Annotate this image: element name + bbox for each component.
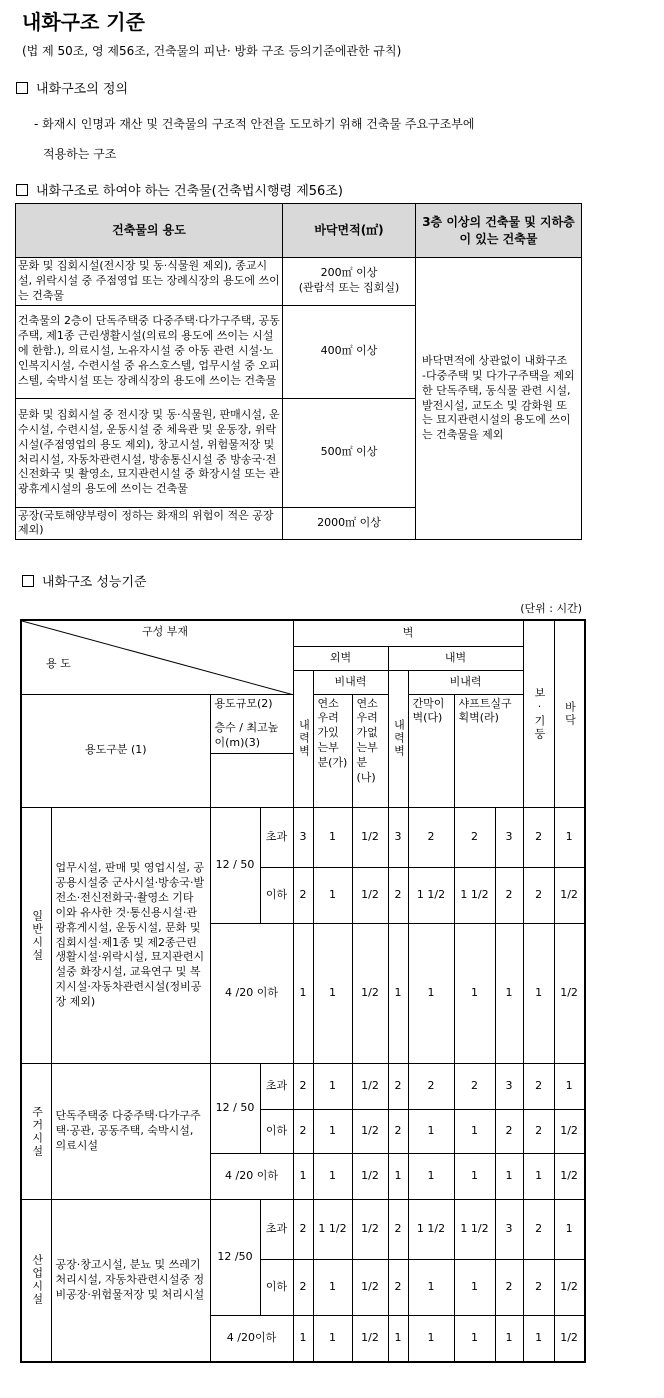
header-use: 건축물의 용도 xyxy=(16,204,283,258)
value-cell: 1 xyxy=(293,1154,313,1200)
value-cell: 2 xyxy=(408,808,454,868)
value-cell: 1/2 xyxy=(554,868,584,924)
value-cell: 1/2 xyxy=(352,1260,388,1316)
value-cell: 2 xyxy=(388,1110,408,1154)
header-floor: 바닥 xyxy=(554,620,584,808)
header-col-a: 연소우려가있는부분(가) xyxy=(313,694,352,808)
value-cell: 1 xyxy=(495,924,523,1064)
performance-table xyxy=(20,619,586,1363)
row-use: 문화 및 집회시설(전시장 및 동·식물원 제외), 종교시설, 위락시설 중 주점영업 또는 장례식장의 용도에 쓰이는 건축물 xyxy=(16,258,283,306)
value-cell: 1 xyxy=(408,1316,454,1362)
value-cell: 1 xyxy=(408,1260,454,1316)
value-cell: 1 xyxy=(495,1316,523,1362)
checkbox-square-icon xyxy=(22,575,34,587)
value-cell: 1 xyxy=(454,924,495,1064)
header-col-b: 연소우려가없는부분(나) xyxy=(352,694,388,808)
header-scale-spacer xyxy=(210,754,293,808)
value-cell: 1/2 xyxy=(554,1260,584,1316)
group-scale: 12 / 50 xyxy=(210,808,260,924)
checkbox-square-icon xyxy=(16,184,28,196)
value-cell: 2 xyxy=(523,1110,554,1154)
value-cell: 1/2 xyxy=(352,1154,388,1200)
value-cell: 1 xyxy=(388,1154,408,1200)
value-cell: 1/2 xyxy=(352,1316,388,1362)
group-scale: 12 /50 xyxy=(210,1200,260,1316)
row-area: 400㎡ 이상 xyxy=(283,305,416,398)
row-use: 공장(국토해양부령이 정하는 화재의 위험이 적은 공장 제외) xyxy=(16,507,283,540)
value-cell: 2 xyxy=(293,1260,313,1316)
group-name: 산업시설 xyxy=(21,1200,51,1362)
value-cell: 1 xyxy=(388,1316,408,1362)
value-cell: 2 xyxy=(523,868,554,924)
definition-line-1: - 화재시 인명과 재산 및 건축물의 구조적 안전을 도모하기 위해 건축물 주요구조부에 xyxy=(34,117,475,131)
value-cell: 1 1/2 xyxy=(454,1200,495,1260)
value-cell: 3 xyxy=(388,808,408,868)
qualifier: 이하 xyxy=(260,1260,293,1316)
header-category: 용도구분 (1) xyxy=(21,694,210,808)
header-use: 용 도 xyxy=(46,657,71,670)
value-cell: 2 xyxy=(523,1200,554,1260)
header-outer: 외벽 xyxy=(293,646,388,670)
value-cell: 1 xyxy=(293,924,313,1064)
qualifier: 이하 xyxy=(260,1110,293,1154)
row-use: 문화 및 집회시설 중 전시장 및 동·식물원, 판매시설, 운수시설, 수련시설, 운동시설 중 체육관 및 운동장, 위락시설(주점영업의 용도 제외), 창고시설, 위험물저장 및 처리시설, 자동차관련시설, 방송통신시설 중 방송국·전신전화국 및 촬영소, 묘지관련시설 중 화장시설 또는 관광휴게시설의 용도에 쓰이는 건축물 xyxy=(16,398,283,507)
value-cell: 1/2 xyxy=(352,1110,388,1154)
section-required-heading: 내화구조로 하여야 하는 건축물(건축법시행령 제56조) xyxy=(16,180,343,199)
value-cell: 2 xyxy=(523,1260,554,1316)
row-area: 500㎡ 이상 xyxy=(283,398,416,507)
header-component: 구성 부재 xyxy=(142,625,189,638)
value-cell: 1/2 xyxy=(554,1316,584,1362)
header-column: 보·기둥 xyxy=(523,620,554,808)
definition-line-2: 적용하는 구조 xyxy=(43,147,117,161)
row-area: 2000㎡ 이상 xyxy=(283,507,416,540)
value-cell: 1/2 xyxy=(352,808,388,868)
value-cell: 2 xyxy=(408,1064,454,1110)
value-cell: 1 xyxy=(388,924,408,1064)
header-diagonal xyxy=(21,620,293,694)
low-rise-label: 4 /20 이하 xyxy=(210,1154,293,1200)
section-performance-heading: 내화구조 성능기준 xyxy=(22,571,147,590)
page-title: 내화구조 기준 xyxy=(22,10,145,34)
value-cell: 1 xyxy=(408,1154,454,1200)
value-cell: 1 xyxy=(313,1316,352,1362)
group-scale: 12 / 50 xyxy=(210,1064,260,1154)
value-cell: 3 xyxy=(495,808,523,868)
value-cell: 1 xyxy=(523,1154,554,1200)
header-inner-bearing: 내력벽 xyxy=(388,670,408,808)
header-inner: 내벽 xyxy=(388,646,523,670)
value-cell: 2 xyxy=(388,1064,408,1110)
value-cell: 1/2 xyxy=(352,1200,388,1260)
value-cell: 1/2 xyxy=(554,1110,584,1154)
qualifier: 초과 xyxy=(260,1064,293,1110)
value-cell: 2 xyxy=(388,1260,408,1316)
value-cell: 1 xyxy=(408,1110,454,1154)
header-outer-bearing: 내력벽 xyxy=(293,670,313,808)
qualifier: 초과 xyxy=(260,1200,293,1260)
value-cell: 1 xyxy=(454,1154,495,1200)
qualifier: 이하 xyxy=(260,868,293,924)
value-cell: 1/2 xyxy=(352,1064,388,1110)
value-cell: 2 xyxy=(388,1200,408,1260)
row-area: 200㎡ 이상 (관람석 또는 집회실) xyxy=(283,258,416,306)
checkbox-square-icon xyxy=(16,82,28,94)
value-cell: 2 xyxy=(454,1064,495,1110)
value-cell: 1 1/2 xyxy=(313,1200,352,1260)
group-description: 단독주택중 다중주택·다가구주택·공관, 공동주택, 숙박시설, 의료시설 xyxy=(51,1064,210,1200)
header-inner-nonbearing: 비내력 xyxy=(408,670,523,694)
value-cell: 1 1/2 xyxy=(454,868,495,924)
value-cell: 2 xyxy=(293,1200,313,1260)
value-cell: 2 xyxy=(523,808,554,868)
low-rise-label: 4 /20이하 xyxy=(210,1316,293,1362)
value-cell: 2 xyxy=(454,808,495,868)
section-definition-heading: 내화구조의 정의 xyxy=(16,78,128,97)
value-cell: 2 xyxy=(293,1110,313,1154)
header-scale: 용도규모(2) 층수 / 최고높이(m)(3) xyxy=(210,694,293,754)
unit-label: (단위 : 시간) xyxy=(520,602,582,615)
value-cell: 2 xyxy=(293,1064,313,1110)
value-cell: 1 xyxy=(313,1110,352,1154)
low-rise-label: 4 /20 이하 xyxy=(210,924,293,1064)
value-cell: 1 xyxy=(554,1200,584,1260)
value-cell: 1 xyxy=(523,924,554,1064)
value-cell: 1 xyxy=(313,808,352,868)
value-cell: 1 xyxy=(408,924,454,1064)
value-cell: 1 1/2 xyxy=(408,868,454,924)
merged-note: 바닥면적에 상관없이 내화구조 -다중주택 및 다가구주택을 제외한 단독주택, 동식물 관련 시설, 발전시설, 교도소 및 감화원 또는 묘지관련시설의 용도에 쓰이는 건축물을 제외 xyxy=(416,258,582,540)
header-col-d: 샤프트실구획벽(라) xyxy=(454,694,523,808)
page-subtitle: (법 제 50조, 영 제56조, 건축물의 피난· 방화 구조 등의기준에관한 규칙) xyxy=(22,44,402,58)
value-cell: 1 xyxy=(454,1110,495,1154)
value-cell: 1/2 xyxy=(554,924,584,1064)
value-cell: 1 xyxy=(554,808,584,868)
value-cell: 1 xyxy=(313,1064,352,1110)
value-cell: 3 xyxy=(495,1200,523,1260)
value-cell: 1 xyxy=(293,1316,313,1362)
header-outer-nonbearing: 비내력 xyxy=(313,670,388,694)
qualifier: 초과 xyxy=(260,808,293,868)
value-cell: 1 1/2 xyxy=(408,1200,454,1260)
value-cell: 1 xyxy=(313,1260,352,1316)
value-cell: 1/2 xyxy=(352,924,388,1064)
header-roof xyxy=(584,620,585,808)
group-name: 일반시설 xyxy=(21,808,51,1064)
value-cell: 3 xyxy=(293,808,313,868)
value-cell: 1/2 xyxy=(352,868,388,924)
value-cell: 2 xyxy=(495,1260,523,1316)
value-cell: 1 xyxy=(523,1316,554,1362)
value-cell: 2 xyxy=(293,868,313,924)
value-cell: 1 xyxy=(313,924,352,1064)
value-cell: 1/2 xyxy=(554,1154,584,1200)
value-cell: 1 xyxy=(495,1154,523,1200)
group-name: 주거시설 xyxy=(21,1064,51,1200)
row-use: 건축물의 2층이 단독주택중 다중주택·다가구주택, 공동주택, 제1종 근린생활시설(의료의 용도에 쓰이는 시설에 한함.), 의료시설, 노유자시설 중 아동 관련 시설·노인복지시설, 수련시설 중 유스호스텔, 업무시설 중 오피스텔, 숙박시설 또는 장례식장의 용도에 쓰이는 건축물 xyxy=(16,305,283,398)
value-cell: 2 xyxy=(523,1064,554,1110)
value-cell: 2 xyxy=(388,868,408,924)
value-cell: 1 xyxy=(454,1316,495,1362)
required-buildings-table xyxy=(15,203,582,540)
value-cell: 2 xyxy=(495,868,523,924)
header-area: 바닥면적(㎡) xyxy=(283,204,416,258)
value-cell: 1 xyxy=(313,868,352,924)
header-wall: 벽 xyxy=(293,620,523,646)
value-cell: 2 xyxy=(495,1110,523,1154)
value-cell: 1 xyxy=(454,1260,495,1316)
value-cell: 1 xyxy=(554,1064,584,1110)
value-cell: 1 xyxy=(313,1154,352,1200)
group-description: 공장·창고시설, 분뇨 및 쓰레기처리시설, 자동차관련시설중 정비공장·위험물저장 및 처리시설 xyxy=(51,1200,210,1362)
header-3floor: 3층 이상의 건축물 및 지하층이 있는 건축물 xyxy=(416,204,582,258)
group-description: 업무시설, 판매 및 영업시설, 공공용시설중 군사시설·방송국·발전소·전신전화국·촬영소 기타 이와 유사한 것·통신용시설·관광휴게시설, 운동시설, 문화 및 집회시설·제1종 및 제2종근린생활시설·위락시설, 묘지관련시설중 화장시설, 교육연구 및 복지시설·자동차관련시설(정비공장 제외) xyxy=(51,808,210,1064)
header-col-c: 간막이벽(다) xyxy=(408,694,454,808)
value-cell: 3 xyxy=(495,1064,523,1110)
